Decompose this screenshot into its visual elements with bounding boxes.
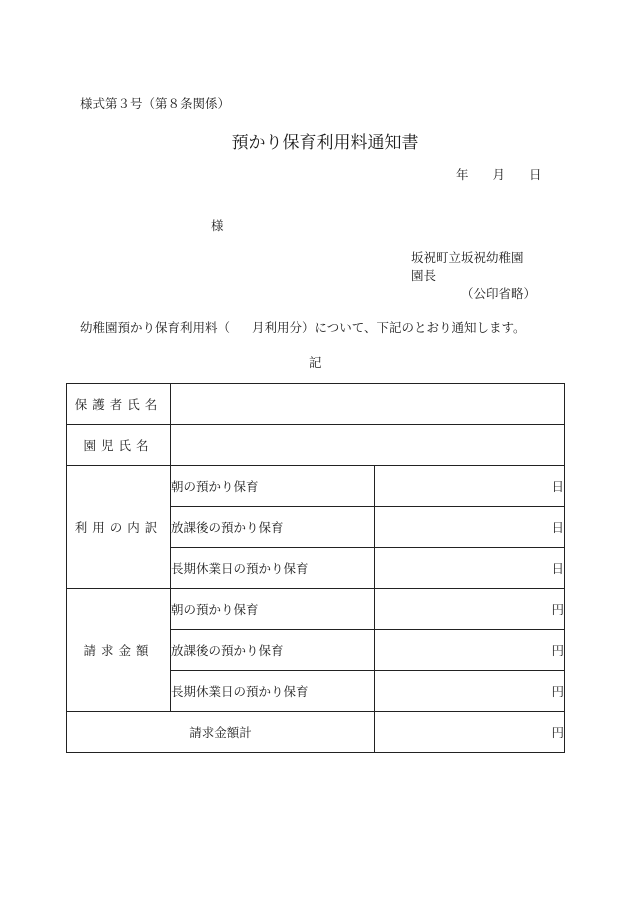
billing-amount-morning[interactable]: 円 [375,589,565,630]
notice-sentence-end: 月利用分）について、下記のとおり通知します。 [252,320,526,335]
date-month-label: 月 [492,167,506,182]
billing-amount-long-holiday[interactable]: 円 [375,671,565,712]
usage-breakdown-label: 利用の内訳 [67,466,171,589]
issuer-block [411,249,536,303]
table-row [67,466,565,507]
seal-omitted-note: （公印省略） [461,286,537,301]
date-year-label: 年 [456,167,469,182]
usage-item-long-holiday: 長期休業日の預かり保育 [171,548,375,589]
billing-item-long-holiday: 長期休業日の預かり保育 [171,671,375,712]
date-day-label: 日 [529,167,542,182]
recipient-suffix: 様 [211,218,224,233]
billing-amount-after-school[interactable]: 円 [375,630,565,671]
child-name-label: 園児氏名 [67,425,171,466]
usage-item-after-school: 放課後の預かり保育 [171,507,375,548]
notice-sentence-start: 幼稚園預かり保育利用料（ [80,320,231,335]
billing-item-after-school: 放課後の預かり保育 [171,630,375,671]
usage-days-after-school[interactable]: 日 [375,507,565,548]
ki-marker: 記 [309,355,322,370]
usage-item-morning: 朝の預かり保育 [171,466,375,507]
issuer-organization: 坂祝町立坂祝幼稚園 [411,250,524,265]
notice-sentence [80,318,526,336]
billing-amount-label: 請求金額 [67,589,171,712]
child-name-field[interactable] [171,425,565,466]
fee-table [66,383,565,753]
usage-days-morning[interactable]: 日 [375,466,565,507]
billing-total-label: 請求金額計 [67,712,375,753]
usage-days-long-holiday[interactable]: 日 [375,548,565,589]
table-row [67,712,565,753]
guardian-name-field[interactable] [171,384,565,425]
issuer-position: 園長 [411,268,437,283]
table-row [67,425,565,466]
billing-total-amount[interactable]: 円 [375,712,565,753]
table-row [67,384,565,425]
table-row [67,589,565,630]
form-number: 様式第３号（第８条関係） [80,96,231,111]
billing-item-morning: 朝の預かり保育 [171,589,375,630]
document-title: 預かり保育利用料通知書 [231,133,419,153]
date-line [456,165,542,183]
guardian-name-label: 保護者氏名 [67,384,171,425]
